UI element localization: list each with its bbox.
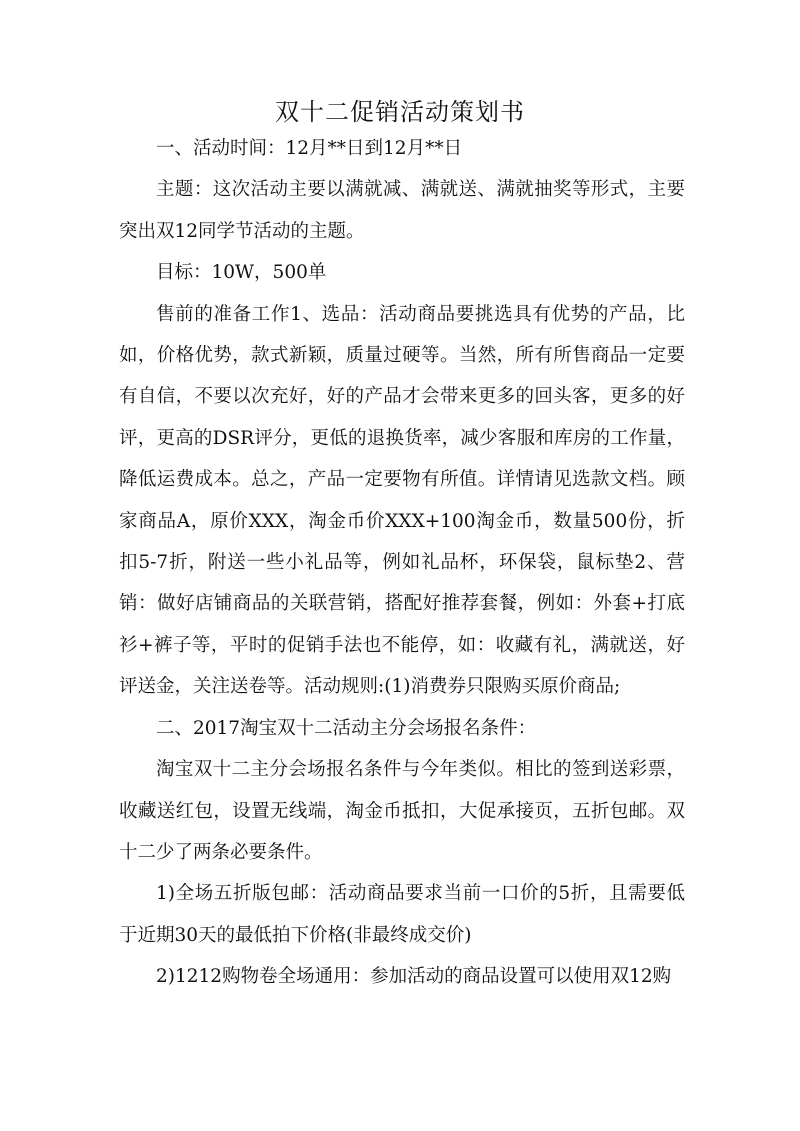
paragraph-condition-one: 1)全场五折版包邮：活动商品要求当前一口价的5折，且需要低于近期30天的最低拍下价格(非最终成交价)	[119, 883, 685, 946]
paragraph-registration-conditions: 淘宝双十二主分会场报名条件与今年类似。相比的签到送彩票，收藏送红包，设置无线端，淘金币抵扣，大促承接页，五折包邮。双十二少了两条必要条件。	[119, 759, 685, 863]
document-body	[119, 128, 685, 998]
paragraph-preparation: 售前的准备工作1、选品：活动商品要挑选具有优势的产品，比如，价格优势，款式新颖，质量过硬等。当然，所有所售商品一定要有自信，不要以次充好，好的产品才会带来更多的回头客，更多的好评，更高的DSR评分，更低的退换货率，减少客服和库房的工作量，降低运费成本。总之，产品一定要物有所值。详情请见选款文档。顾家商品A，原价XXX，淘金币价XXX+100淘金币，数量500份，折扣5-7折，附送一些小礼品等，例如礼品杯，环保袋，鼠标垫2、营销：做好店铺商品的关联营销，搭配好推荐套餐，例如：外套+打底衫+裤子等，平时的促销手法也不能停，如：收藏有礼，满就送，好评送金，关注送卷等。活动规则:(1)消费券只限购买原价商品;	[119, 303, 685, 698]
paragraph-goal: 目标：10W，500单	[156, 262, 327, 284]
document-title: 双十二促销活动策划书	[275, 98, 525, 126]
paragraph-activity-time: 一、活动时间：12月**日到12月**日	[156, 138, 463, 159]
paragraph-section-two-heading: 二、2017淘宝双十二活动主分会场报名条件：	[156, 717, 537, 739]
paragraph-theme: 主题：这次活动主要以满就减、满就送、满就抽奖等形式，主要突出双12同学节活动的主题。	[119, 179, 685, 242]
paragraph-condition-two: 2)1212购物卷全场通用：参加活动的商品设置可以使用双12购	[156, 966, 672, 988]
